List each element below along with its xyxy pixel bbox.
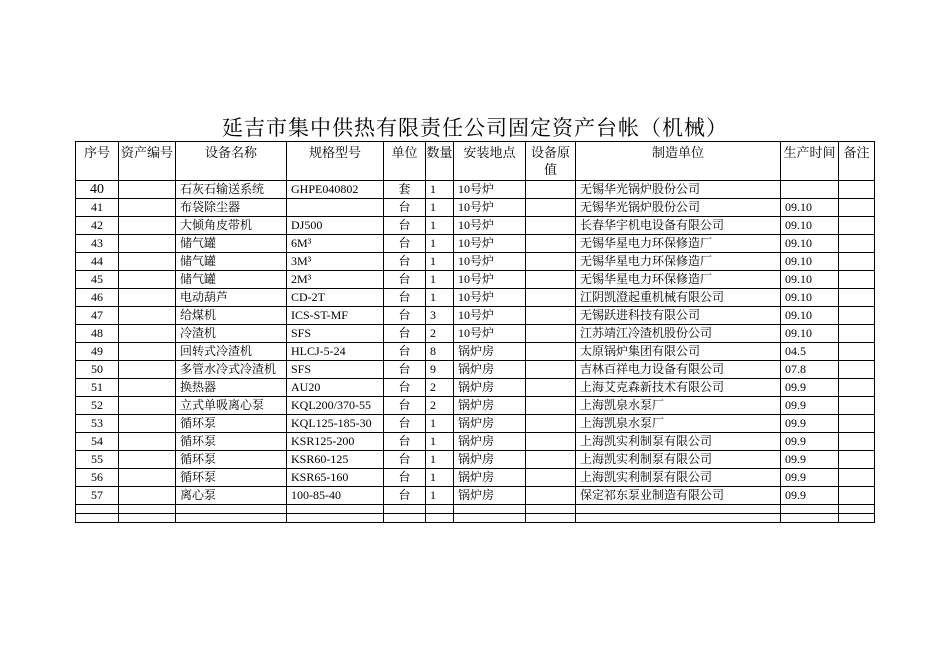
cell-value — [526, 505, 576, 514]
cell-location: 锅炉房 — [454, 361, 526, 379]
cell-location: 10号炉 — [454, 253, 526, 271]
cell-maker: 江苏靖江冷渣机股份公司 — [576, 325, 781, 343]
cell-no: 53 — [76, 415, 119, 433]
table-row — [76, 397, 875, 415]
table-row — [76, 271, 875, 289]
cell-name: 循环泵 — [176, 433, 287, 451]
cell-no: 42 — [76, 217, 119, 235]
cell-no: 48 — [76, 325, 119, 343]
cell-qty: 1 — [426, 271, 454, 289]
cell-value — [526, 235, 576, 253]
cell-no: 43 — [76, 235, 119, 253]
col-header-asset-code: 资产编号 — [119, 142, 176, 181]
cell-maker — [576, 514, 781, 523]
cell-date: 04.5 — [781, 343, 839, 361]
cell-asset-code — [119, 325, 176, 343]
cell-no: 47 — [76, 307, 119, 325]
cell-asset-code — [119, 361, 176, 379]
table-row — [76, 307, 875, 325]
cell-qty: 1 — [426, 451, 454, 469]
cell-maker: 保定祁东泵业制造有限公司 — [576, 487, 781, 505]
cell-name: 储气罐 — [176, 271, 287, 289]
cell-no: 46 — [76, 289, 119, 307]
empty-row — [76, 514, 875, 523]
cell-no: 57 — [76, 487, 119, 505]
table-row — [76, 181, 875, 199]
cell-maker: 无锡华光锅炉股份公司 — [576, 181, 781, 199]
cell-no: 56 — [76, 469, 119, 487]
cell-value — [526, 307, 576, 325]
cell-no: 51 — [76, 379, 119, 397]
cell-value — [526, 469, 576, 487]
cell-unit: 台 — [384, 253, 426, 271]
table-row — [76, 199, 875, 217]
cell-date: 09.10 — [781, 289, 839, 307]
cell-date: 09.10 — [781, 307, 839, 325]
cell-maker: 上海凯实利制泵有限公司 — [576, 451, 781, 469]
cell-maker: 无锡跃进科技有限公司 — [576, 307, 781, 325]
cell-asset-code — [119, 379, 176, 397]
col-header-no: 序号 — [76, 142, 119, 181]
cell-unit: 套 — [384, 181, 426, 199]
cell-note — [839, 307, 875, 325]
cell-name: 循环泵 — [176, 469, 287, 487]
asset-ledger-table — [75, 141, 875, 523]
cell-note — [839, 487, 875, 505]
cell-unit: 台 — [384, 361, 426, 379]
cell-qty: 3 — [426, 307, 454, 325]
cell-maker: 江阴凯澄起重机械有限公司 — [576, 289, 781, 307]
cell-name: 循环泵 — [176, 451, 287, 469]
cell-name: 储气罐 — [176, 253, 287, 271]
cell-location: 10号炉 — [454, 289, 526, 307]
cell-date — [781, 505, 839, 514]
cell-qty: 1 — [426, 487, 454, 505]
cell-spec: 2M³ — [287, 271, 384, 289]
cell-maker: 上海艾克森新技术有限公司 — [576, 379, 781, 397]
cell-date: 09.9 — [781, 433, 839, 451]
col-header-date: 生产时间 — [781, 142, 839, 181]
cell-location: 10号炉 — [454, 181, 526, 199]
cell-date: 09.10 — [781, 271, 839, 289]
cell-unit: 台 — [384, 307, 426, 325]
page-title: 延吉市集中供热有限责任公司固定资产台帐（机械） — [222, 116, 728, 140]
cell-value — [526, 199, 576, 217]
cell-unit: 台 — [384, 289, 426, 307]
cell-note — [839, 271, 875, 289]
cell-note — [839, 514, 875, 523]
cell-no: 45 — [76, 271, 119, 289]
cell-maker: 太原锅炉集团有限公司 — [576, 343, 781, 361]
cell-no: 44 — [76, 253, 119, 271]
cell-location: 锅炉房 — [454, 433, 526, 451]
cell-value — [526, 271, 576, 289]
cell-qty: 1 — [426, 289, 454, 307]
cell-note — [839, 379, 875, 397]
cell-location: 锅炉房 — [454, 415, 526, 433]
cell-date — [781, 181, 839, 199]
cell-name: 多管水冷式冷渣机 — [176, 361, 287, 379]
cell-asset-code — [119, 487, 176, 505]
col-header-location: 安装地点 — [454, 142, 526, 181]
cell-maker: 上海凯实利制泵有限公司 — [576, 469, 781, 487]
cell-note — [839, 325, 875, 343]
cell-unit — [384, 505, 426, 514]
cell-no: 50 — [76, 361, 119, 379]
cell-unit: 台 — [384, 415, 426, 433]
cell-asset-code — [119, 199, 176, 217]
cell-spec: 6M³ — [287, 235, 384, 253]
cell-no — [76, 505, 119, 514]
col-header-maker: 制造单位 — [576, 142, 781, 181]
cell-name: 循环泵 — [176, 415, 287, 433]
cell-qty: 1 — [426, 217, 454, 235]
cell-location: 锅炉房 — [454, 379, 526, 397]
cell-unit: 台 — [384, 217, 426, 235]
table-row — [76, 217, 875, 235]
cell-asset-code — [119, 271, 176, 289]
cell-qty: 1 — [426, 415, 454, 433]
cell-note — [839, 505, 875, 514]
cell-date: 09.10 — [781, 253, 839, 271]
cell-qty: 2 — [426, 325, 454, 343]
cell-date: 09.10 — [781, 325, 839, 343]
cell-asset-code — [119, 451, 176, 469]
cell-asset-code — [119, 181, 176, 199]
cell-asset-code — [119, 469, 176, 487]
cell-unit: 台 — [384, 199, 426, 217]
cell-value — [526, 289, 576, 307]
cell-unit: 台 — [384, 325, 426, 343]
cell-spec: SFS — [287, 325, 384, 343]
cell-asset-code — [119, 217, 176, 235]
cell-name: 离心泵 — [176, 487, 287, 505]
cell-date: 09.10 — [781, 235, 839, 253]
cell-asset-code — [119, 415, 176, 433]
cell-location: 10号炉 — [454, 271, 526, 289]
cell-unit: 台 — [384, 433, 426, 451]
cell-value — [526, 379, 576, 397]
cell-unit: 台 — [384, 451, 426, 469]
cell-date: 07.8 — [781, 361, 839, 379]
cell-note — [839, 361, 875, 379]
cell-spec: DJ500 — [287, 217, 384, 235]
table-row — [76, 487, 875, 505]
cell-value — [526, 514, 576, 523]
cell-location: 锅炉房 — [454, 451, 526, 469]
cell-qty: 2 — [426, 379, 454, 397]
col-header-unit: 单位 — [384, 142, 426, 181]
table-row — [76, 289, 875, 307]
cell-qty — [426, 505, 454, 514]
cell-unit: 台 — [384, 487, 426, 505]
cell-location: 10号炉 — [454, 325, 526, 343]
col-header-value: 设备原值 — [526, 142, 576, 181]
cell-date: 09.10 — [781, 199, 839, 217]
cell-asset-code — [119, 397, 176, 415]
cell-unit — [384, 514, 426, 523]
cell-value — [526, 397, 576, 415]
cell-name — [176, 514, 287, 523]
cell-note — [839, 415, 875, 433]
cell-note — [839, 397, 875, 415]
cell-asset-code — [119, 433, 176, 451]
cell-location — [454, 505, 526, 514]
cell-value — [526, 181, 576, 199]
cell-spec: HLCJ-5-24 — [287, 343, 384, 361]
cell-name: 布袋除尘器 — [176, 199, 287, 217]
cell-spec — [287, 199, 384, 217]
cell-asset-code — [119, 253, 176, 271]
cell-name: 冷渣机 — [176, 325, 287, 343]
cell-name: 电动葫芦 — [176, 289, 287, 307]
cell-maker: 无锡华星电力环保修造厂 — [576, 271, 781, 289]
cell-unit: 台 — [384, 343, 426, 361]
cell-asset-code — [119, 343, 176, 361]
cell-maker: 上海凯实利制泵有限公司 — [576, 433, 781, 451]
cell-value — [526, 451, 576, 469]
cell-asset-code — [119, 514, 176, 523]
cell-spec: CD-2T — [287, 289, 384, 307]
cell-note — [839, 217, 875, 235]
cell-qty: 1 — [426, 181, 454, 199]
cell-spec: GHPE040802 — [287, 181, 384, 199]
cell-maker: 上海凯泉水泵厂 — [576, 397, 781, 415]
cell-date: 09.9 — [781, 469, 839, 487]
table-row — [76, 469, 875, 487]
cell-value — [526, 217, 576, 235]
table-row — [76, 433, 875, 451]
cell-name: 给煤机 — [176, 307, 287, 325]
cell-location: 锅炉房 — [454, 343, 526, 361]
cell-spec: 3M³ — [287, 253, 384, 271]
col-header-note: 备注 — [839, 142, 875, 181]
cell-name: 石灰石输送系统 — [176, 181, 287, 199]
cell-spec: KQL125-185-30 — [287, 415, 384, 433]
cell-location: 锅炉房 — [454, 397, 526, 415]
table-row — [76, 379, 875, 397]
cell-maker: 无锡华星电力环保修造厂 — [576, 235, 781, 253]
cell-note — [839, 451, 875, 469]
cell-maker: 无锡华星电力环保修造厂 — [576, 253, 781, 271]
cell-spec: KSR125-200 — [287, 433, 384, 451]
cell-note — [839, 343, 875, 361]
cell-maker: 长春华宇机电设备有限公司 — [576, 217, 781, 235]
cell-spec: AU20 — [287, 379, 384, 397]
cell-no: 40 — [76, 181, 119, 199]
cell-note — [839, 235, 875, 253]
cell-maker: 吉林百祥电力设备有限公司 — [576, 361, 781, 379]
cell-note — [839, 253, 875, 271]
cell-name — [176, 505, 287, 514]
cell-note — [839, 181, 875, 199]
cell-unit: 台 — [384, 271, 426, 289]
table-row — [76, 361, 875, 379]
table-row — [76, 343, 875, 361]
cell-note — [839, 289, 875, 307]
cell-qty: 1 — [426, 469, 454, 487]
cell-note — [839, 199, 875, 217]
cell-qty: 9 — [426, 361, 454, 379]
col-header-spec: 规格型号 — [287, 142, 384, 181]
cell-location: 锅炉房 — [454, 469, 526, 487]
header-row — [76, 142, 875, 181]
cell-name: 回转式冷渣机 — [176, 343, 287, 361]
col-header-qty: 数量 — [426, 142, 454, 181]
cell-location: 10号炉 — [454, 235, 526, 253]
cell-spec — [287, 514, 384, 523]
cell-maker: 上海凯泉水泵厂 — [576, 415, 781, 433]
cell-qty: 1 — [426, 199, 454, 217]
cell-location: 10号炉 — [454, 199, 526, 217]
cell-date: 09.9 — [781, 451, 839, 469]
cell-spec: SFS — [287, 361, 384, 379]
cell-location: 锅炉房 — [454, 487, 526, 505]
cell-value — [526, 325, 576, 343]
cell-spec: KSR65-160 — [287, 469, 384, 487]
table-row — [76, 253, 875, 271]
cell-date — [781, 514, 839, 523]
cell-value — [526, 487, 576, 505]
cell-unit: 台 — [384, 397, 426, 415]
cell-no: 41 — [76, 199, 119, 217]
cell-no: 52 — [76, 397, 119, 415]
table-row — [76, 325, 875, 343]
cell-date: 09.10 — [781, 217, 839, 235]
cell-location: 10号炉 — [454, 217, 526, 235]
cell-date: 09.9 — [781, 487, 839, 505]
cell-note — [839, 469, 875, 487]
cell-name: 换热器 — [176, 379, 287, 397]
cell-location: 10号炉 — [454, 307, 526, 325]
cell-qty: 1 — [426, 433, 454, 451]
cell-no: 55 — [76, 451, 119, 469]
cell-value — [526, 253, 576, 271]
cell-asset-code — [119, 235, 176, 253]
cell-spec — [287, 505, 384, 514]
cell-location — [454, 514, 526, 523]
cell-qty: 8 — [426, 343, 454, 361]
cell-name: 立式单吸离心泵 — [176, 397, 287, 415]
cell-no: 54 — [76, 433, 119, 451]
cell-spec: 100-85-40 — [287, 487, 384, 505]
cell-date: 09.9 — [781, 397, 839, 415]
cell-asset-code — [119, 289, 176, 307]
cell-spec: KSR60-125 — [287, 451, 384, 469]
table-row — [76, 235, 875, 253]
cell-no: 49 — [76, 343, 119, 361]
table-row — [76, 415, 875, 433]
cell-spec: KQL200/370-55 — [287, 397, 384, 415]
cell-name: 大倾角皮带机 — [176, 217, 287, 235]
cell-qty: 1 — [426, 235, 454, 253]
cell-note — [839, 433, 875, 451]
cell-date: 09.9 — [781, 379, 839, 397]
cell-unit: 台 — [384, 235, 426, 253]
cell-maker — [576, 505, 781, 514]
ledger-body — [76, 181, 875, 523]
cell-qty: 1 — [426, 253, 454, 271]
cell-qty: 2 — [426, 397, 454, 415]
cell-asset-code — [119, 505, 176, 514]
col-header-name: 设备名称 — [176, 142, 287, 181]
cell-asset-code — [119, 307, 176, 325]
cell-maker: 无锡华光锅炉股份公司 — [576, 199, 781, 217]
empty-row — [76, 505, 875, 514]
cell-spec: ICS-ST-MF — [287, 307, 384, 325]
cell-value — [526, 433, 576, 451]
cell-value — [526, 361, 576, 379]
cell-qty — [426, 514, 454, 523]
cell-no — [76, 514, 119, 523]
cell-unit: 台 — [384, 469, 426, 487]
cell-date: 09.9 — [781, 415, 839, 433]
cell-unit: 台 — [384, 379, 426, 397]
cell-value — [526, 415, 576, 433]
table-row — [76, 451, 875, 469]
cell-name: 储气罐 — [176, 235, 287, 253]
cell-value — [526, 343, 576, 361]
